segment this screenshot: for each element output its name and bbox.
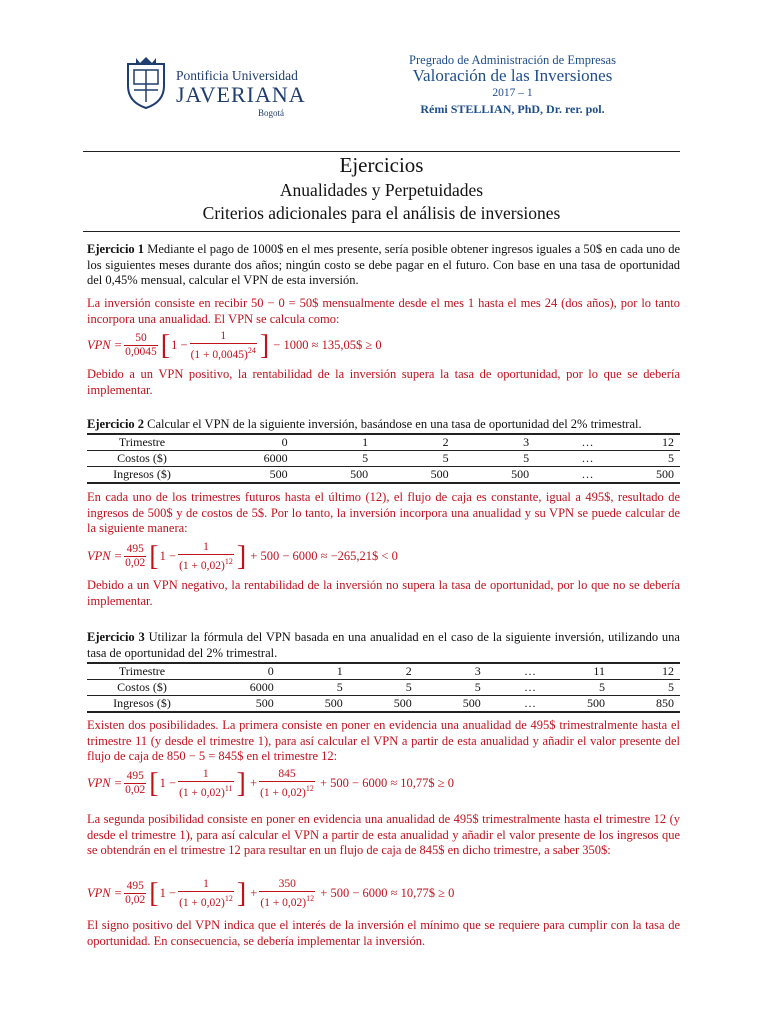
exercise-3-answer-2: La segunda posibilidad consiste en poner en evidencia una anualidad de 495$ trimestralmente hasta el trimestre 12 (y desde el trimestre 1), para así calcular el VPN a partir de esta anualidad y añadir el valor presente de los ingresos que se obtendrán en el trimestre 12 para resultar en un flujo de caja de 845$ en dicho trimestre, a saber 350$: bbox=[87, 812, 680, 858]
course-name: Valoración de las Inversiones bbox=[412, 66, 613, 85]
author: Rémi STELLIAN, PhD, Dr. rer. pol. bbox=[420, 102, 605, 116]
exercise-3-conclusion: El signo positivo del VPN indica que el interés de la inversión el mínimo que se requiere para cumplir con la tasa de oportunidad. En consecuencia, se debería implementar la inversión. bbox=[87, 918, 680, 948]
eq-num: 50 bbox=[135, 332, 147, 345]
eq-num: 1 bbox=[220, 330, 227, 342]
logo-line-2: JAVERIANA bbox=[176, 82, 306, 107]
table-row: Ingresos ($) 500 500 500 500 … 500 bbox=[87, 467, 680, 484]
exercise-3-equation-1: VPN = $\frac{495}{0,02}$ [ 1 − $\frac{1}{(1 + 0,02)^{11}}$ ] + $\frac{845}{(1 + 0,02)^{12}}$ + 500 − 6000 ≈ 10,77$ ≥ 0 bbox=[87, 767, 455, 799]
table-row: Trimestre 0 1 2 3 … 11 12 bbox=[87, 663, 680, 680]
exercise-2-equation: VPN = $\frac{495}{0,02}$ [ 1 − $\frac{1}{(1 + 0,02)^{12}}$ ] + 500 − 6000 ≈ −265,21$ < 0 bbox=[87, 540, 398, 572]
logo-line-3: Bogotá bbox=[258, 108, 284, 118]
subtitle-2: Criterios adicionales para el análisis de inversiones bbox=[202, 203, 561, 223]
subtitle-1: Anualidades y Perpetuidades bbox=[279, 180, 484, 200]
crest-icon bbox=[124, 56, 168, 110]
page-title: Ejercicios bbox=[339, 153, 424, 177]
exercise-1-answer: La inversión consiste en recibir 50 − 0 = 50$ mensualmente desde el mes 1 hasta el mes 24 (dos años), por lo tanto incorpora una anualidad. El VPN se calcula como: bbox=[87, 296, 680, 326]
table-row: Costos ($) 6000 5 5 5 … 5 5 bbox=[87, 680, 680, 696]
header-rule-top bbox=[83, 151, 680, 152]
exercise-2-statement bbox=[87, 417, 680, 433]
exercise-3-table bbox=[87, 662, 680, 713]
header-rule-bottom bbox=[83, 231, 680, 232]
exercise-3-statement bbox=[87, 630, 680, 661]
table-row: Ingresos ($) 500 500 500 500 … 500 850 bbox=[87, 696, 680, 713]
exercise-3-text: Utilizar la fórmula del VPN basada en una anualidad en el caso de la siguiente inversión, utilizando una tasa de oportunidad del 2% trimestral. bbox=[87, 630, 680, 660]
exercise-1-equation: VPN = $\frac{50}{0,0045}$ [ 1 − $\frac{1}{(1 + 0,0045)^{24}}$ ] − 1000 ≈ 135,05$ ≥ 0 bbox=[87, 329, 382, 361]
exercise-2-label: Ejercicio 2 bbox=[87, 417, 145, 431]
university-logo bbox=[118, 54, 318, 124]
exercise-1-label: Ejercicio 1 bbox=[87, 242, 145, 256]
exercise-1-statement bbox=[87, 242, 680, 289]
eq-one: 1 − bbox=[171, 338, 188, 353]
exercise-3-label: Ejercicio 3 bbox=[87, 630, 145, 644]
table-row: Costos ($) 6000 5 5 5 … 5 bbox=[87, 451, 680, 467]
table-row: Trimestre 0 1 2 3 … 12 bbox=[87, 434, 680, 451]
exercise-2-conclusion: Debido a un VPN negativo, la rentabilidad de la inversión no supera la tasa de oportunidad, por lo que no se debería implementar. bbox=[87, 578, 680, 608]
exercise-1-conclusion: Debido a un VPN positivo, la rentabilidad de la inversión supera la tasa de oportunidad, por lo que se debería implementar. bbox=[87, 367, 680, 397]
exercise-3-equation-2: VPN = $\frac{495}{0,02}$ [ 1 − $\frac{1}{(1 + 0,02)^{12}}$ ] + $\frac{350}{(1 + 0,02)^{12}}$ + 500 − 6000 ≈ 10,77$ ≥ 0 bbox=[87, 877, 455, 909]
exercise-1-text: Mediante el pago de 1000$ en el mes presente, sería posible obtener ingresos iguales a 50$ en cada uno de los siguientes meses durante dos años; ningún costo se debe pagar en el futuro. Con base en una tasa de oportunidad del 0,45% mensual, calcular el VPN de esta inversión. bbox=[87, 242, 680, 288]
eq-rest: − 1000 ≈ 135,05$ ≥ 0 bbox=[273, 338, 382, 353]
exercise-2-text: Calcular el VPN de la siguiente inversión, basándose en una tasa de oportunidad del 2% trimestral. bbox=[144, 417, 642, 431]
term: 2017 – 1 bbox=[492, 87, 533, 99]
eq-lhs: VPN = bbox=[87, 338, 123, 353]
eq-den: 0,0045 bbox=[125, 346, 157, 359]
eq-den: $(1 + 0,0045)^{24}$ bbox=[190, 343, 257, 362]
exercise-2-answer: En cada uno de los trimestres futuros hasta el último (12), el flujo de caja es constante, igual a 495$, resultado de ingresos de 500$ y de costos de 5$. Por lo tanto, la inversión incorpora una anualidad y su VPN se puede calcular de la siguiente manera: bbox=[87, 490, 680, 536]
exercise-3-answer-1: Existen dos posibilidades. La primera consiste en poner en evidencia una anualidad de 495$ trimestralmente hasta el trimestre 11 (y desde el trimestre 1), para así calcular el VPN a partir de esta anualidad y añadir el valor presente del flujo de caja de 850 − 5 = 845$ en el trimestre 12: bbox=[87, 718, 680, 764]
exercise-2-table bbox=[87, 433, 680, 484]
program-name: Pregrado de Administración de Empresas bbox=[409, 53, 616, 67]
logo-line-1: Pontificia Universidad bbox=[176, 68, 298, 83]
